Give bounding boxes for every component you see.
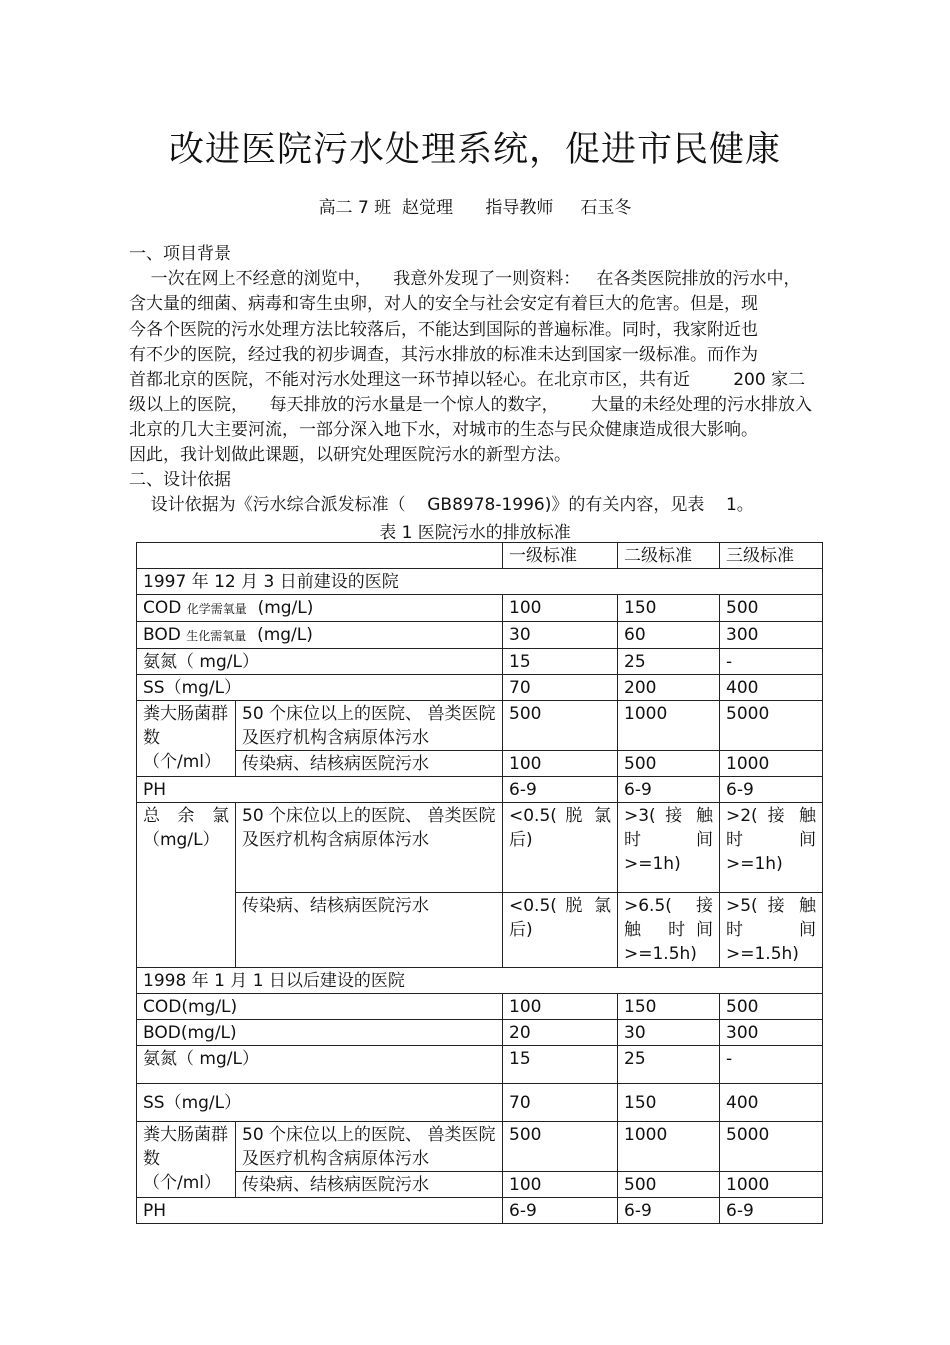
cell: - — [720, 649, 823, 675]
row-label: 氨氮（ mg/L） — [137, 649, 503, 675]
paragraph-line: 含大量的细菌、病毒和寄生虫卵，对人的安全与社会安定有着巨大的危害。但是，现 — [129, 294, 758, 314]
cell: 6-9 — [618, 1198, 720, 1224]
cell: 6-9 — [503, 777, 618, 803]
sub-label: 50 个床位以上的医院、 兽类医院及医疗机构含病原体污水 — [236, 1122, 503, 1172]
header-cell: 三级标准 — [720, 543, 823, 569]
cell: 150 — [618, 994, 720, 1020]
author-byline: 高二 7 班 赵觉理 指导教师 石玉冬 — [318, 198, 632, 218]
paragraph-line: 首都北京的医院，不能对污水处理这一环节掉以轻心。在北京市区，共有近 200 家二 — [129, 370, 806, 390]
cell: >3( 接 触 时间>=1h) — [618, 803, 720, 893]
table-header-row — [137, 543, 823, 569]
group-label: 1997 年 12 月 3 日前建设的医院 — [137, 569, 823, 595]
cod-unit: (mg/L) — [246, 598, 314, 618]
cell: 25 — [618, 649, 720, 675]
paragraph-line: 一次在网上不经意的浏览中， 我意外发现了一则资料： 在各类医院排放的污水中， — [129, 269, 801, 289]
bod-label: BOD — [143, 625, 181, 645]
table-caption: 表 1 医院污水的排放标准 — [379, 523, 571, 543]
document-title: 改进医院污水处理系统，促进市民健康 — [168, 130, 781, 170]
row-label: SS（mg/L） — [137, 675, 503, 701]
cell: 100 — [503, 595, 618, 622]
sub-label: 50 个床位以上的医院、 兽类医院及医疗机构含病原体污水 — [236, 803, 503, 893]
section-heading-basis: 二、设计依据 — [129, 470, 231, 490]
table-row — [137, 622, 823, 649]
table-row — [137, 1020, 823, 1046]
cell: 200 — [618, 675, 720, 701]
cell: 70 — [503, 1084, 618, 1122]
cell: 15 — [503, 1046, 618, 1084]
cell: >6.5( 接 触 时间>=1.5h) — [618, 893, 720, 968]
row-label: 粪大肠菌群数（个/ml） — [137, 1122, 236, 1198]
table-row — [137, 1084, 823, 1122]
row-label: SS（mg/L） — [137, 1084, 503, 1122]
row-label — [137, 595, 503, 622]
header-cell: 二级标准 — [618, 543, 720, 569]
cell: 500 — [503, 1122, 618, 1172]
cell: <0.5( 脱 氯后) — [503, 803, 618, 893]
row-label — [137, 622, 503, 649]
group-row — [137, 968, 823, 994]
table-row — [137, 649, 823, 675]
cell: 30 — [618, 1020, 720, 1046]
cell: 100 — [503, 1172, 618, 1198]
cell: 1000 — [720, 1172, 823, 1198]
table-row — [137, 1046, 823, 1084]
discharge-standard-table — [136, 542, 823, 1224]
cell: 1000 — [720, 751, 823, 777]
cell: <0.5( 脱 氯后) — [503, 893, 618, 968]
cell: 1000 — [618, 701, 720, 751]
cell: 500 — [720, 595, 823, 622]
table-row — [137, 1122, 823, 1172]
cell: 500 — [720, 994, 823, 1020]
row-label: PH — [137, 777, 503, 803]
cell: 500 — [503, 701, 618, 751]
bod-subscript: 生化需氧量 — [186, 629, 247, 643]
cod-subscript: 化学需氧量 — [186, 602, 247, 616]
cell: >2( 接 触 时间>=1h) — [720, 803, 823, 893]
cell: 20 — [503, 1020, 618, 1046]
cell: 1000 — [618, 1122, 720, 1172]
section-heading-background: 一、项目背景 — [129, 244, 231, 264]
row-label: 粪大肠菌群数（个/ml） — [137, 701, 236, 777]
row-label: COD(mg/L) — [137, 994, 503, 1020]
paragraph-line: 因此，我计划做此课题，以研究处理医院污水的新型方法。 — [129, 445, 571, 465]
cell: 300 — [720, 1020, 823, 1046]
cell: 300 — [720, 622, 823, 649]
sub-label: 50 个床位以上的医院、 兽类医院及医疗机构含病原体污水 — [236, 701, 503, 751]
bod-unit: (mg/L) — [246, 625, 313, 645]
cell: 500 — [618, 1172, 720, 1198]
table-row — [137, 1198, 823, 1224]
sub-label: 传染病、结核病医院污水 — [236, 893, 503, 968]
cell: 5000 — [720, 1122, 823, 1172]
table-row — [137, 893, 823, 968]
table-row — [137, 751, 823, 777]
cell: 6-9 — [720, 1198, 823, 1224]
cell: 70 — [503, 675, 618, 701]
paragraph-line: 有不少的医院，经过我的初步调查，其污水排放的标准未达到国家一级标准。而作为 — [129, 345, 758, 365]
cell: 30 — [503, 622, 618, 649]
table-row — [137, 777, 823, 803]
cell: 500 — [618, 751, 720, 777]
table-row — [137, 595, 823, 622]
cell: - — [720, 1046, 823, 1084]
cell: 400 — [720, 1084, 823, 1122]
sub-label: 传染病、结核病医院污水 — [236, 1172, 503, 1198]
row-label: 氨氮（ mg/L） — [137, 1046, 503, 1084]
row-label: 总 余 氯（mg/L） — [137, 803, 236, 968]
cell: 25 — [618, 1046, 720, 1084]
cell: 6-9 — [720, 777, 823, 803]
cell: 6-9 — [503, 1198, 618, 1224]
paragraph-line: 级以上的医院， 每天排放的污水量是一个惊人的数字， 大量的未经处理的污水排放入 — [129, 395, 813, 415]
header-cell: 一级标准 — [503, 543, 618, 569]
row-label: BOD(mg/L) — [137, 1020, 503, 1046]
cell: 150 — [618, 1084, 720, 1122]
header-cell — [137, 543, 503, 569]
group-row — [137, 569, 823, 595]
cell: 6-9 — [618, 777, 720, 803]
table-row — [137, 803, 823, 893]
cell: 400 — [720, 675, 823, 701]
cell: 100 — [503, 994, 618, 1020]
group-label: 1998 年 1 月 1 日以后建设的医院 — [137, 968, 823, 994]
table-row — [137, 994, 823, 1020]
paragraph-line: 设计依据为《污水综合派发标准（ GB8978-1996)》的有关内容，见表 1。 — [129, 495, 754, 515]
cell: 15 — [503, 649, 618, 675]
cod-label: COD — [143, 598, 182, 618]
cell: 60 — [618, 622, 720, 649]
table-row — [137, 701, 823, 751]
paragraph-line: 北京的几大主要河流，一部分深入地下水，对城市的生态与民众健康造成很大影响。 — [129, 420, 758, 440]
table-row — [137, 675, 823, 701]
cell: 100 — [503, 751, 618, 777]
cell: 150 — [618, 595, 720, 622]
cell: 5000 — [720, 701, 823, 751]
paragraph-line: 今各个医院的污水处理方法比较落后，不能达到国际的普遍标准。同时，我家附近也 — [129, 320, 758, 340]
table-row — [137, 1172, 823, 1198]
row-label: PH — [137, 1198, 503, 1224]
cell: >5( 接 触 时间>=1.5h) — [720, 893, 823, 968]
sub-label: 传染病、结核病医院污水 — [236, 751, 503, 777]
